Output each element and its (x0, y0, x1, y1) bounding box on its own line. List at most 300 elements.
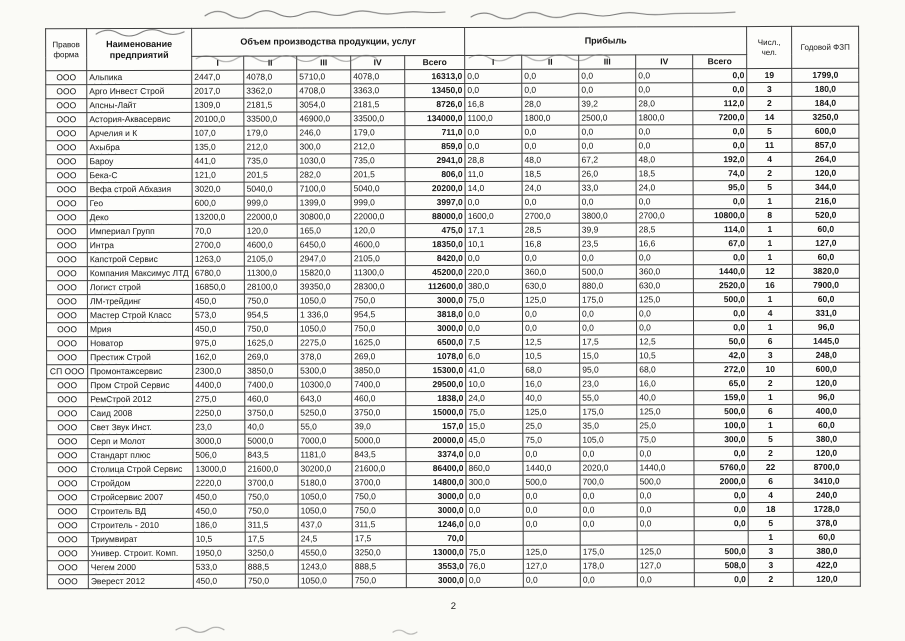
cell-profit-q2: 0,0 (523, 517, 580, 531)
cell-profit-q1: 16,8 (465, 97, 522, 111)
cell-profit-q4: 75,0 (637, 433, 694, 447)
cell-profit-q1: 0,0 (465, 83, 522, 97)
enterprise-name: Промонтажсервис (90, 365, 163, 377)
cell-profit-q2: 68,0 (523, 363, 580, 377)
cell-volume-q1: 275,0 (193, 392, 245, 406)
cell-profit-q3: 175,0 (579, 293, 636, 307)
cell-volume-q4: 212,0 (351, 140, 405, 154)
cell-enterprise-name (88, 434, 193, 448)
cell-profit-q2: 28,5 (522, 223, 579, 237)
cell-profit-q4 (637, 531, 694, 545)
cell-volume-q1: 10,5 (193, 532, 245, 546)
cell-volume-total: 2941,0 (405, 153, 465, 167)
cell-annual-fund: 240,0 (793, 488, 860, 502)
cell-profit-q3: 0,0 (580, 503, 637, 517)
cell-volume-q3: 1 336,0 (297, 308, 351, 322)
cell-volume-total: 70,0 (406, 531, 466, 545)
cell-annual-fund: 380,0 (793, 432, 860, 446)
cell-annual-fund: 96,0 (793, 320, 860, 334)
cell-volume-q2: 201,5 (244, 168, 297, 182)
cell-volume-total: 15000,0 (406, 405, 466, 419)
cell-enterprise-name (88, 322, 193, 336)
cell-enterprise-name (88, 490, 193, 504)
cell-legal-form: ООО (47, 379, 88, 393)
cell-volume-q4: 7400,0 (352, 378, 406, 392)
cell-volume-q2: 11300,0 (244, 266, 297, 280)
cell-volume-q2: 460,0 (245, 392, 298, 406)
header-volume-group: Объем производства продукции, услуг (192, 27, 465, 56)
cell-profit-q2: 125,0 (523, 545, 580, 559)
cell-volume-total: 16313,0 (405, 69, 465, 83)
cell-volume-q3: 24,5 (298, 532, 352, 546)
cell-profit-q4: 125,0 (637, 405, 694, 419)
cell-profit-q4: 16,6 (636, 237, 693, 251)
cell-profit-total: 0,0 (694, 573, 748, 587)
cell-volume-q4: 201,5 (351, 168, 405, 182)
cell-staff-count: 6 (748, 474, 793, 488)
cell-volume-total: 1246,0 (406, 517, 466, 531)
cell-volume-total: 3000,0 (405, 293, 465, 307)
cell-volume-q3: 4550,0 (298, 546, 352, 560)
cell-volume-q2: 3700,0 (245, 476, 298, 490)
cell-profit-q3: 105,0 (580, 433, 637, 447)
cell-enterprise-name (88, 560, 193, 574)
cell-volume-total: 3553,0 (406, 559, 466, 573)
cell-legal-form: ООО (47, 393, 88, 407)
cell-volume-q2: 17,5 (245, 532, 298, 546)
cell-profit-q3: 0,0 (580, 573, 637, 587)
cell-staff-count: 11 (747, 138, 792, 152)
cell-staff-count: 3 (747, 82, 792, 96)
enterprise-name: Стандарт плюс (90, 449, 151, 461)
enterprise-name: Логист строй (89, 282, 141, 293)
cell-legal-form: ООО (47, 407, 88, 421)
cell-volume-q4: 888,5 (352, 560, 406, 574)
cell-volume-q4: 39,0 (352, 420, 406, 434)
enterprise-name: Стройсервис 2007 (90, 491, 164, 503)
cell-profit-total: 500,0 (694, 405, 748, 419)
enterprise-name: Интра (89, 240, 114, 251)
cell-annual-fund: 184,0 (792, 96, 859, 110)
cell-profit-q3: 175,0 (580, 405, 637, 419)
cell-staff-count: 5 (748, 516, 793, 530)
cell-volume-q3: 15820,0 (297, 266, 351, 280)
cell-volume-q1: 13000,0 (193, 462, 245, 476)
page-number: 2 (450, 600, 457, 613)
cell-enterprise-name (88, 476, 193, 490)
header-volume-q4: IV (351, 56, 405, 70)
header-staff: Числ., чел. (747, 26, 792, 68)
cell-profit-q1: 10,0 (466, 377, 523, 391)
cell-profit-q1: 0,0 (466, 503, 523, 517)
cell-volume-total: 3000,0 (406, 321, 466, 335)
cell-volume-q3: 1050,0 (298, 574, 352, 588)
cell-staff-count: 1 (747, 222, 792, 236)
cell-enterprise-name (88, 420, 193, 434)
cell-enterprise-name (87, 126, 192, 140)
cell-volume-q4: 2181,5 (351, 98, 405, 112)
cell-profit-q1: 0,0 (465, 125, 522, 139)
cell-staff-count: 1 (748, 418, 793, 432)
cell-profit-q4: 0,0 (636, 83, 693, 97)
cell-volume-q1: 186,0 (193, 518, 245, 532)
enterprise-name: Универ. Строит. Комп. (90, 547, 179, 559)
cell-staff-count: 4 (748, 306, 793, 320)
enterprise-name: Чегем 2000 (90, 562, 136, 573)
cell-volume-q4: 3700,0 (352, 476, 406, 490)
cell-volume-q4: 954,5 (351, 308, 405, 322)
cell-annual-fund: 96,0 (793, 390, 860, 404)
cell-profit-q4: 25,0 (637, 419, 694, 433)
cell-annual-fund: 7900,0 (792, 278, 859, 292)
cell-profit-q3: 0,0 (580, 307, 637, 321)
cell-profit-q3: 2500,0 (579, 111, 636, 125)
cell-profit-q2: 0,0 (523, 307, 580, 321)
cell-volume-total: 20200,0 (405, 181, 465, 195)
cell-staff-count: 4 (747, 152, 792, 166)
cell-annual-fund: 378,0 (793, 516, 860, 530)
cell-enterprise-name (87, 98, 192, 112)
cell-staff-count: 2 (748, 446, 793, 460)
cell-profit-q2: 0,0 (522, 195, 579, 209)
cell-profit-q1: 1600,0 (465, 209, 522, 223)
cell-profit-q2: 2700,0 (522, 209, 579, 223)
enterprise-name: Пром Строй Сервис (90, 379, 170, 391)
cell-volume-total: 1078,0 (406, 349, 466, 363)
cell-profit-q2: 1800,0 (522, 111, 579, 125)
cell-profit-total: 0,0 (694, 447, 748, 461)
cell-profit-q4: 28,0 (636, 97, 693, 111)
cell-profit-q4: 1440,0 (637, 461, 694, 475)
enterprise-name: Столица Строй Сервис (90, 463, 183, 475)
cell-profit-q3: 67,2 (579, 153, 636, 167)
cell-enterprise-name (88, 392, 193, 406)
cell-profit-q3: 500,0 (579, 265, 636, 279)
cell-profit-q3: 35,0 (580, 419, 637, 433)
cell-volume-q4: 750,0 (352, 504, 406, 518)
table-row (47, 572, 860, 589)
cell-staff-count: 6 (748, 404, 793, 418)
cell-enterprise-name (88, 406, 193, 420)
cell-profit-q3: 3800,0 (579, 209, 636, 223)
cell-profit-q3: 95,0 (580, 363, 637, 377)
cell-enterprise-name (87, 112, 192, 126)
cell-profit-q2: 360,0 (522, 265, 579, 279)
cell-volume-total: 112600,0 (405, 279, 465, 293)
enterprise-name: Гео (89, 198, 104, 209)
cell-volume-total: 3374,0 (406, 447, 466, 461)
cell-volume-q2: 28100,0 (244, 280, 297, 294)
cell-volume-q3: 165,0 (297, 224, 351, 238)
cell-volume-q2: 179,0 (244, 126, 297, 140)
cell-volume-q2: 5000,0 (245, 434, 298, 448)
cell-enterprise-name (87, 140, 192, 154)
cell-legal-form: ООО (47, 421, 88, 435)
cell-annual-fund: 60,0 (793, 292, 860, 306)
cell-enterprise-name (88, 336, 193, 350)
cell-volume-total: 806,0 (405, 167, 465, 181)
cell-volume-q4: 4600,0 (351, 238, 405, 252)
cell-profit-q3 (580, 531, 637, 545)
cell-profit-total: 500,0 (694, 545, 748, 559)
cell-volume-q3: 246,0 (297, 126, 351, 140)
cell-volume-q2: 212,0 (244, 140, 297, 154)
cell-profit-q1: 75,0 (466, 545, 523, 559)
cell-volume-q3: 1399,0 (297, 196, 351, 210)
cell-volume-total: 6500,0 (406, 335, 466, 349)
cell-volume-q4: 843,5 (352, 448, 406, 462)
cell-volume-q4: 3250,0 (352, 546, 406, 560)
cell-profit-total: 112,0 (693, 97, 747, 111)
cell-profit-q3: 880,0 (579, 279, 636, 293)
cell-profit-q2: 12,5 (523, 335, 580, 349)
enterprise-name: Бароу (89, 156, 114, 167)
cell-volume-q2: 999,0 (244, 196, 297, 210)
cell-volume-q4: 179,0 (351, 126, 405, 140)
cell-volume-q1: 1309,0 (192, 98, 244, 112)
cell-profit-q1: 0,0 (465, 69, 522, 83)
cell-profit-total: 0,0 (693, 125, 747, 139)
cell-volume-total: 45200,0 (405, 265, 465, 279)
cell-volume-q3: 378,0 (298, 350, 352, 364)
cell-enterprise-name (88, 462, 193, 476)
cell-legal-form: ООО (46, 295, 87, 309)
pen-squiggle (205, 10, 445, 18)
cell-volume-q3: 1243,0 (298, 560, 352, 574)
enterprise-name: Серп и Молот (90, 435, 146, 447)
cell-profit-total: 1440,0 (693, 265, 747, 279)
cell-profit-total: 500,0 (693, 293, 747, 307)
cell-volume-q4: 750,0 (352, 490, 406, 504)
cell-annual-fund: 60,0 (792, 222, 859, 236)
cell-legal-form: ООО (46, 281, 87, 295)
cell-volume-q3: 643,0 (298, 392, 352, 406)
cell-volume-q3: 1050,0 (298, 322, 352, 336)
cell-volume-q3: 1050,0 (297, 294, 351, 308)
cell-profit-total: 0,0 (693, 83, 747, 97)
cell-profit-total: 5760,0 (694, 461, 748, 475)
enterprise-name: Саид 2008 (90, 408, 133, 419)
cell-volume-q1: 2220,0 (193, 476, 245, 490)
cell-legal-form: ООО (47, 533, 88, 547)
cell-staff-count: 2 (747, 96, 792, 110)
cell-profit-total: 0,0 (693, 195, 747, 209)
cell-profit-q3: 0,0 (580, 321, 637, 335)
cell-enterprise-name (88, 448, 193, 462)
cell-profit-q4: 125,0 (636, 293, 693, 307)
cell-staff-count: 4 (748, 488, 793, 502)
cell-volume-q4: 4078,0 (351, 70, 405, 84)
cell-profit-q3: 175,0 (580, 545, 637, 559)
enterprise-name: Альпика (89, 72, 123, 83)
cell-volume-total: 3000,0 (406, 489, 466, 503)
cell-enterprise-name (87, 70, 192, 84)
cell-volume-total: 3000,0 (406, 573, 466, 587)
cell-volume-q1: 1263,0 (192, 252, 244, 266)
cell-staff-count: 12 (747, 264, 792, 278)
cell-volume-q1: 450,0 (193, 504, 245, 518)
cell-volume-q2: 2181,5 (244, 98, 297, 112)
pen-squiggle (393, 630, 417, 634)
cell-profit-q1: 6,0 (466, 349, 523, 363)
cell-staff-count: 3 (748, 558, 793, 572)
cell-volume-q2: 7400,0 (245, 378, 298, 392)
cell-volume-q1: 2300,0 (193, 364, 245, 378)
cell-volume-q2: 843,5 (245, 448, 298, 462)
enterprise-name: Капстрой Сервис (89, 253, 158, 265)
cell-enterprise-name (87, 238, 192, 252)
cell-volume-q3: 10300,0 (298, 378, 352, 392)
cell-volume-total: 13000,0 (406, 545, 466, 559)
cell-profit-q1: 0,0 (466, 517, 523, 531)
cell-volume-total: 15300,0 (406, 363, 466, 377)
cell-profit-q3: 17,5 (580, 335, 637, 349)
enterprise-name: Мастер Строй Класс (89, 309, 172, 321)
cell-profit-q4: 0,0 (636, 139, 693, 153)
cell-staff-count: 10 (748, 362, 793, 376)
cell-legal-form: ООО (47, 491, 88, 505)
cell-volume-q3: 5710,0 (297, 70, 351, 84)
cell-annual-fund: 60,0 (793, 530, 860, 544)
cell-volume-q3: 55,0 (298, 420, 352, 434)
cell-volume-q1: 2447,0 (192, 70, 244, 84)
cell-volume-q3: 5180,0 (298, 476, 352, 490)
cell-legal-form: ООО (47, 519, 88, 533)
cell-annual-fund: 248,0 (793, 348, 860, 362)
cell-volume-q2: 888,5 (245, 560, 298, 574)
cell-enterprise-name (88, 532, 193, 546)
cell-volume-q1: 506,0 (193, 448, 245, 462)
cell-enterprise-name (87, 294, 192, 308)
cell-staff-count: 8 (747, 208, 792, 222)
cell-annual-fund: 127,0 (792, 236, 859, 250)
cell-volume-q2: 3750,0 (245, 406, 298, 420)
cell-annual-fund: 120,0 (793, 572, 860, 586)
cell-profit-q4: 28,5 (636, 223, 693, 237)
cell-volume-q2: 120,0 (244, 224, 297, 238)
cell-enterprise-name (87, 224, 192, 238)
cell-profit-q2: 0,0 (522, 251, 579, 265)
cell-profit-q3: 0,0 (580, 489, 637, 503)
cell-profit-total: 65,0 (694, 377, 748, 391)
cell-staff-count: 14 (747, 110, 792, 124)
cell-volume-q4: 5000,0 (352, 434, 406, 448)
cell-volume-q1: 975,0 (193, 336, 245, 350)
cell-legal-form: ООО (47, 547, 88, 561)
cell-profit-total: 114,0 (693, 223, 747, 237)
cell-profit-q2: 10,5 (523, 349, 580, 363)
cell-profit-total: 300,0 (694, 433, 748, 447)
cell-legal-form: ООО (46, 211, 87, 225)
cell-volume-q2: 954,5 (244, 308, 297, 322)
cell-profit-total: 2000,0 (694, 475, 748, 489)
cell-profit-q3: 0,0 (579, 195, 636, 209)
cell-staff-count: 1 (748, 530, 793, 544)
cell-volume-total: 18350,0 (405, 237, 465, 251)
cell-legal-form: ООО (46, 253, 87, 267)
cell-legal-form: ООО (46, 197, 87, 211)
cell-volume-q4: 311,5 (352, 518, 406, 532)
cell-volume-q4: 28300,0 (351, 280, 405, 294)
cell-annual-fund: 120,0 (793, 446, 860, 460)
cell-volume-q1: 450,0 (193, 490, 245, 504)
header-legal-form: Правов форма (46, 29, 87, 71)
cell-legal-form: ООО (47, 449, 88, 463)
cell-profit-q4: 68,0 (637, 363, 694, 377)
cell-volume-q4: 750,0 (351, 294, 405, 308)
cell-staff-count: 18 (748, 502, 793, 516)
cell-enterprise-name (87, 182, 192, 196)
cell-profit-q4: 0,0 (637, 517, 694, 531)
header-volume-total: Всего (405, 55, 465, 69)
cell-annual-fund: 3820,0 (792, 264, 859, 278)
cell-profit-q2: 127,0 (523, 559, 580, 573)
cell-volume-q4: 33500,0 (351, 112, 405, 126)
cell-staff-count: 5 (747, 124, 792, 138)
header-profit-total: Всего (693, 55, 747, 69)
cell-staff-count: 5 (747, 180, 792, 194)
cell-profit-total: 0,0 (693, 69, 747, 83)
cell-profit-q1: 45,0 (466, 433, 523, 447)
cell-volume-total: 20000,0 (406, 433, 466, 447)
cell-volume-q4: 735,0 (351, 154, 405, 168)
cell-volume-q1: 2017,0 (192, 84, 244, 98)
cell-legal-form: ООО (47, 435, 88, 449)
cell-volume-total: 1838,0 (406, 391, 466, 405)
cell-profit-q1: 0,0 (466, 573, 523, 587)
enterprise-name: Апсны-Лайт (89, 100, 137, 111)
cell-volume-q3: 5300,0 (298, 364, 352, 378)
cell-volume-q1: 6780,0 (192, 266, 244, 280)
cell-profit-q4: 48,0 (636, 153, 693, 167)
cell-annual-fund: 3250,0 (792, 110, 859, 124)
cell-annual-fund: 264,0 (792, 152, 859, 166)
cell-profit-q4: 0,0 (636, 251, 693, 265)
cell-volume-q4: 22000,0 (351, 210, 405, 224)
cell-volume-total: 86400,0 (406, 461, 466, 475)
cell-volume-total: 8726,0 (405, 97, 465, 111)
cell-profit-q3: 55,0 (580, 391, 637, 405)
cell-annual-fund: 422,0 (793, 558, 860, 572)
cell-enterprise-name (87, 84, 192, 98)
pen-squiggle (471, 12, 735, 19)
enterprise-name: Бека-С (89, 170, 118, 181)
cell-profit-q4: 12,5 (637, 335, 694, 349)
cell-profit-q3: 700,0 (580, 475, 637, 489)
cell-volume-total: 3818,0 (405, 307, 465, 321)
cell-profit-q1: 220,0 (465, 265, 522, 279)
cell-enterprise-name (88, 350, 193, 364)
cell-volume-q1: 4400,0 (193, 378, 245, 392)
cell-profit-total: 50,0 (694, 335, 748, 349)
cell-volume-q2: 3850,0 (245, 364, 298, 378)
cell-volume-q4: 3363,0 (351, 84, 405, 98)
cell-profit-q1 (466, 531, 523, 545)
cell-volume-q4: 2105,0 (351, 252, 405, 266)
enterprise-name: Стройдом (90, 478, 131, 489)
header-enterprise-name: Наименование предприятий (87, 28, 192, 70)
enterprise-name: Свет Звук Инст. (90, 421, 152, 433)
cell-legal-form: ООО (46, 99, 87, 113)
cell-volume-q3: 1050,0 (298, 490, 352, 504)
cell-profit-q3: 26,0 (579, 167, 636, 181)
cell-annual-fund: 120,0 (793, 376, 860, 390)
cell-volume-q3: 2275,0 (298, 336, 352, 350)
cell-volume-q4: 21600,0 (352, 462, 406, 476)
cell-volume-q2: 750,0 (245, 574, 298, 588)
cell-volume-q1: 2700,0 (192, 238, 244, 252)
cell-annual-fund: 180,0 (792, 82, 859, 96)
